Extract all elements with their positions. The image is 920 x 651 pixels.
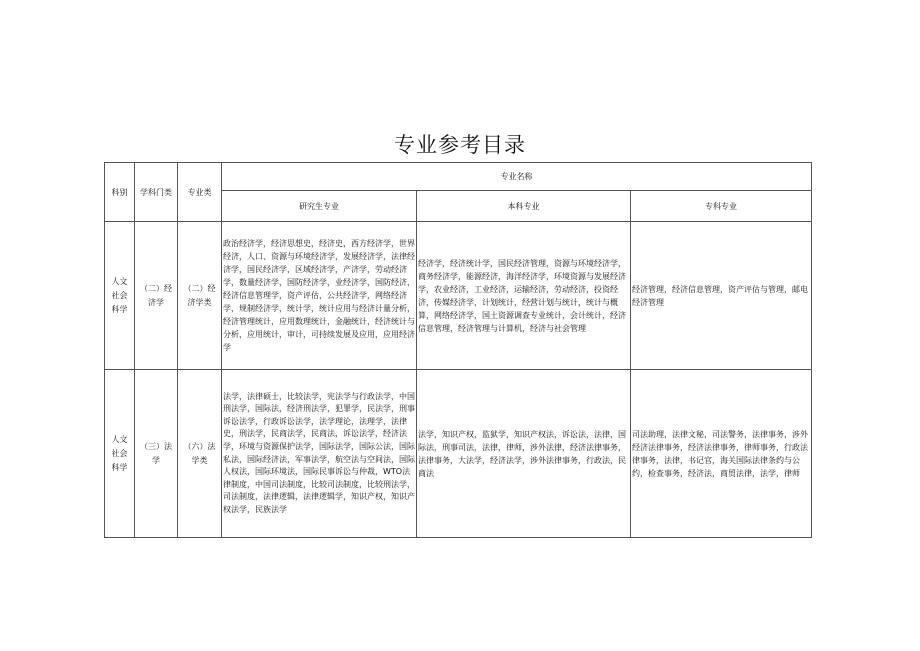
header-major-class: 专业类 [178, 163, 222, 222]
table-header-row-top [105, 163, 812, 191]
row-discipline: （二）经济学 [135, 222, 178, 370]
major-catalog-table [104, 162, 812, 538]
row-graduate-majors: 政治经济学，经济思想史，经济史，西方经济学，世界经济，人口、资源与环境经济学，发展经济学，法律经济学，国民经济学，区域经济学，产济学，劳动经济学，数量经济学，国防经济学，业经济学，国防经济，经济信息管理学，资产评估，公共经济学，网络经济学，规制经济学，统计学，统计应用与经济计量分析，经济管理统计，应用数理统计，金融统计，经济统计与分析，应用统计，审计，可持续发展及应用，应用经济学 [222, 222, 417, 370]
row-undergraduate-majors: 法学，知识产权，监狱学，知识产权法，诉讼法，法律，国际法，刑事司法，法律，律师，涉外法律，经济法律事务，法律事务，大法学，经济法学，涉外法律事务，行政法，民商法 [417, 370, 631, 538]
row-junior-college-majors: 司法助理，法律文秘，司法警务，法律事务，涉外经济法律事务，经济法律事务，律师事务，行政法律事务，法律，书记官，海关国际法律条约与公约，检查事务，经济法，商贸法律，法学，律师 [631, 370, 812, 538]
header-undergraduate: 本科专业 [417, 191, 631, 222]
row-junior-college-majors: 经济管理，经济信息管理，资产评估与管理，邮电经济管理 [631, 222, 812, 370]
row-discipline: （三）法学 [135, 370, 178, 538]
row-undergraduate-majors: 经济学，经济统计学，国民经济管理，资源与环境经济学，商务经济学，能源经济，海洋经济学，环境资源与发展经济学，农业经济，工业经济，运输经济，劳动经济，投资经济，传媒经济学，计划统计，经营计划与统计，统计与概算，网络经济学，国土资源调查专业统计，会计统计，经济信息管理，经济管理与计算机，经济与社会管理 [417, 222, 631, 370]
table-row [105, 370, 812, 538]
header-discipline: 学科门类 [135, 163, 178, 222]
row-category: 人文社会科学 [105, 370, 135, 538]
row-major-class: （六）法学类 [178, 370, 222, 538]
header-graduate: 研究生专业 [222, 191, 417, 222]
page-title: 专业参考目录 [394, 133, 526, 157]
row-category: 人文社会科学 [105, 222, 135, 370]
table-row [105, 222, 812, 370]
header-major-name: 专业名称 [222, 163, 812, 191]
header-category: 科别 [105, 163, 135, 222]
row-graduate-majors: 法学，法律硕士，比较法学，宪法学与行政法学，中国刑法学，国际法，经济刑法学，犯罪学，民法学，刑事诉讼法学，行政诉讼法学，法学理论，法理学，法律史，刑法学，民商法学，民商法，诉讼法学，经济法学，环境与资源保护法学，国际法学，国际公法，国际私法，国际经济法，军事法学，航空法与空间法，国际人权法，国际环境法，国际民事诉讼与仲裁，WTO法律制度，中国司法制度，比较司法制度，比较刑法学，司法制度，法律逻辑，法律逻辑学，知识产权，知识产权法学，民族法学 [222, 370, 417, 538]
header-junior-college: 专科专业 [631, 191, 812, 222]
row-major-class: （二）经济学类 [178, 222, 222, 370]
